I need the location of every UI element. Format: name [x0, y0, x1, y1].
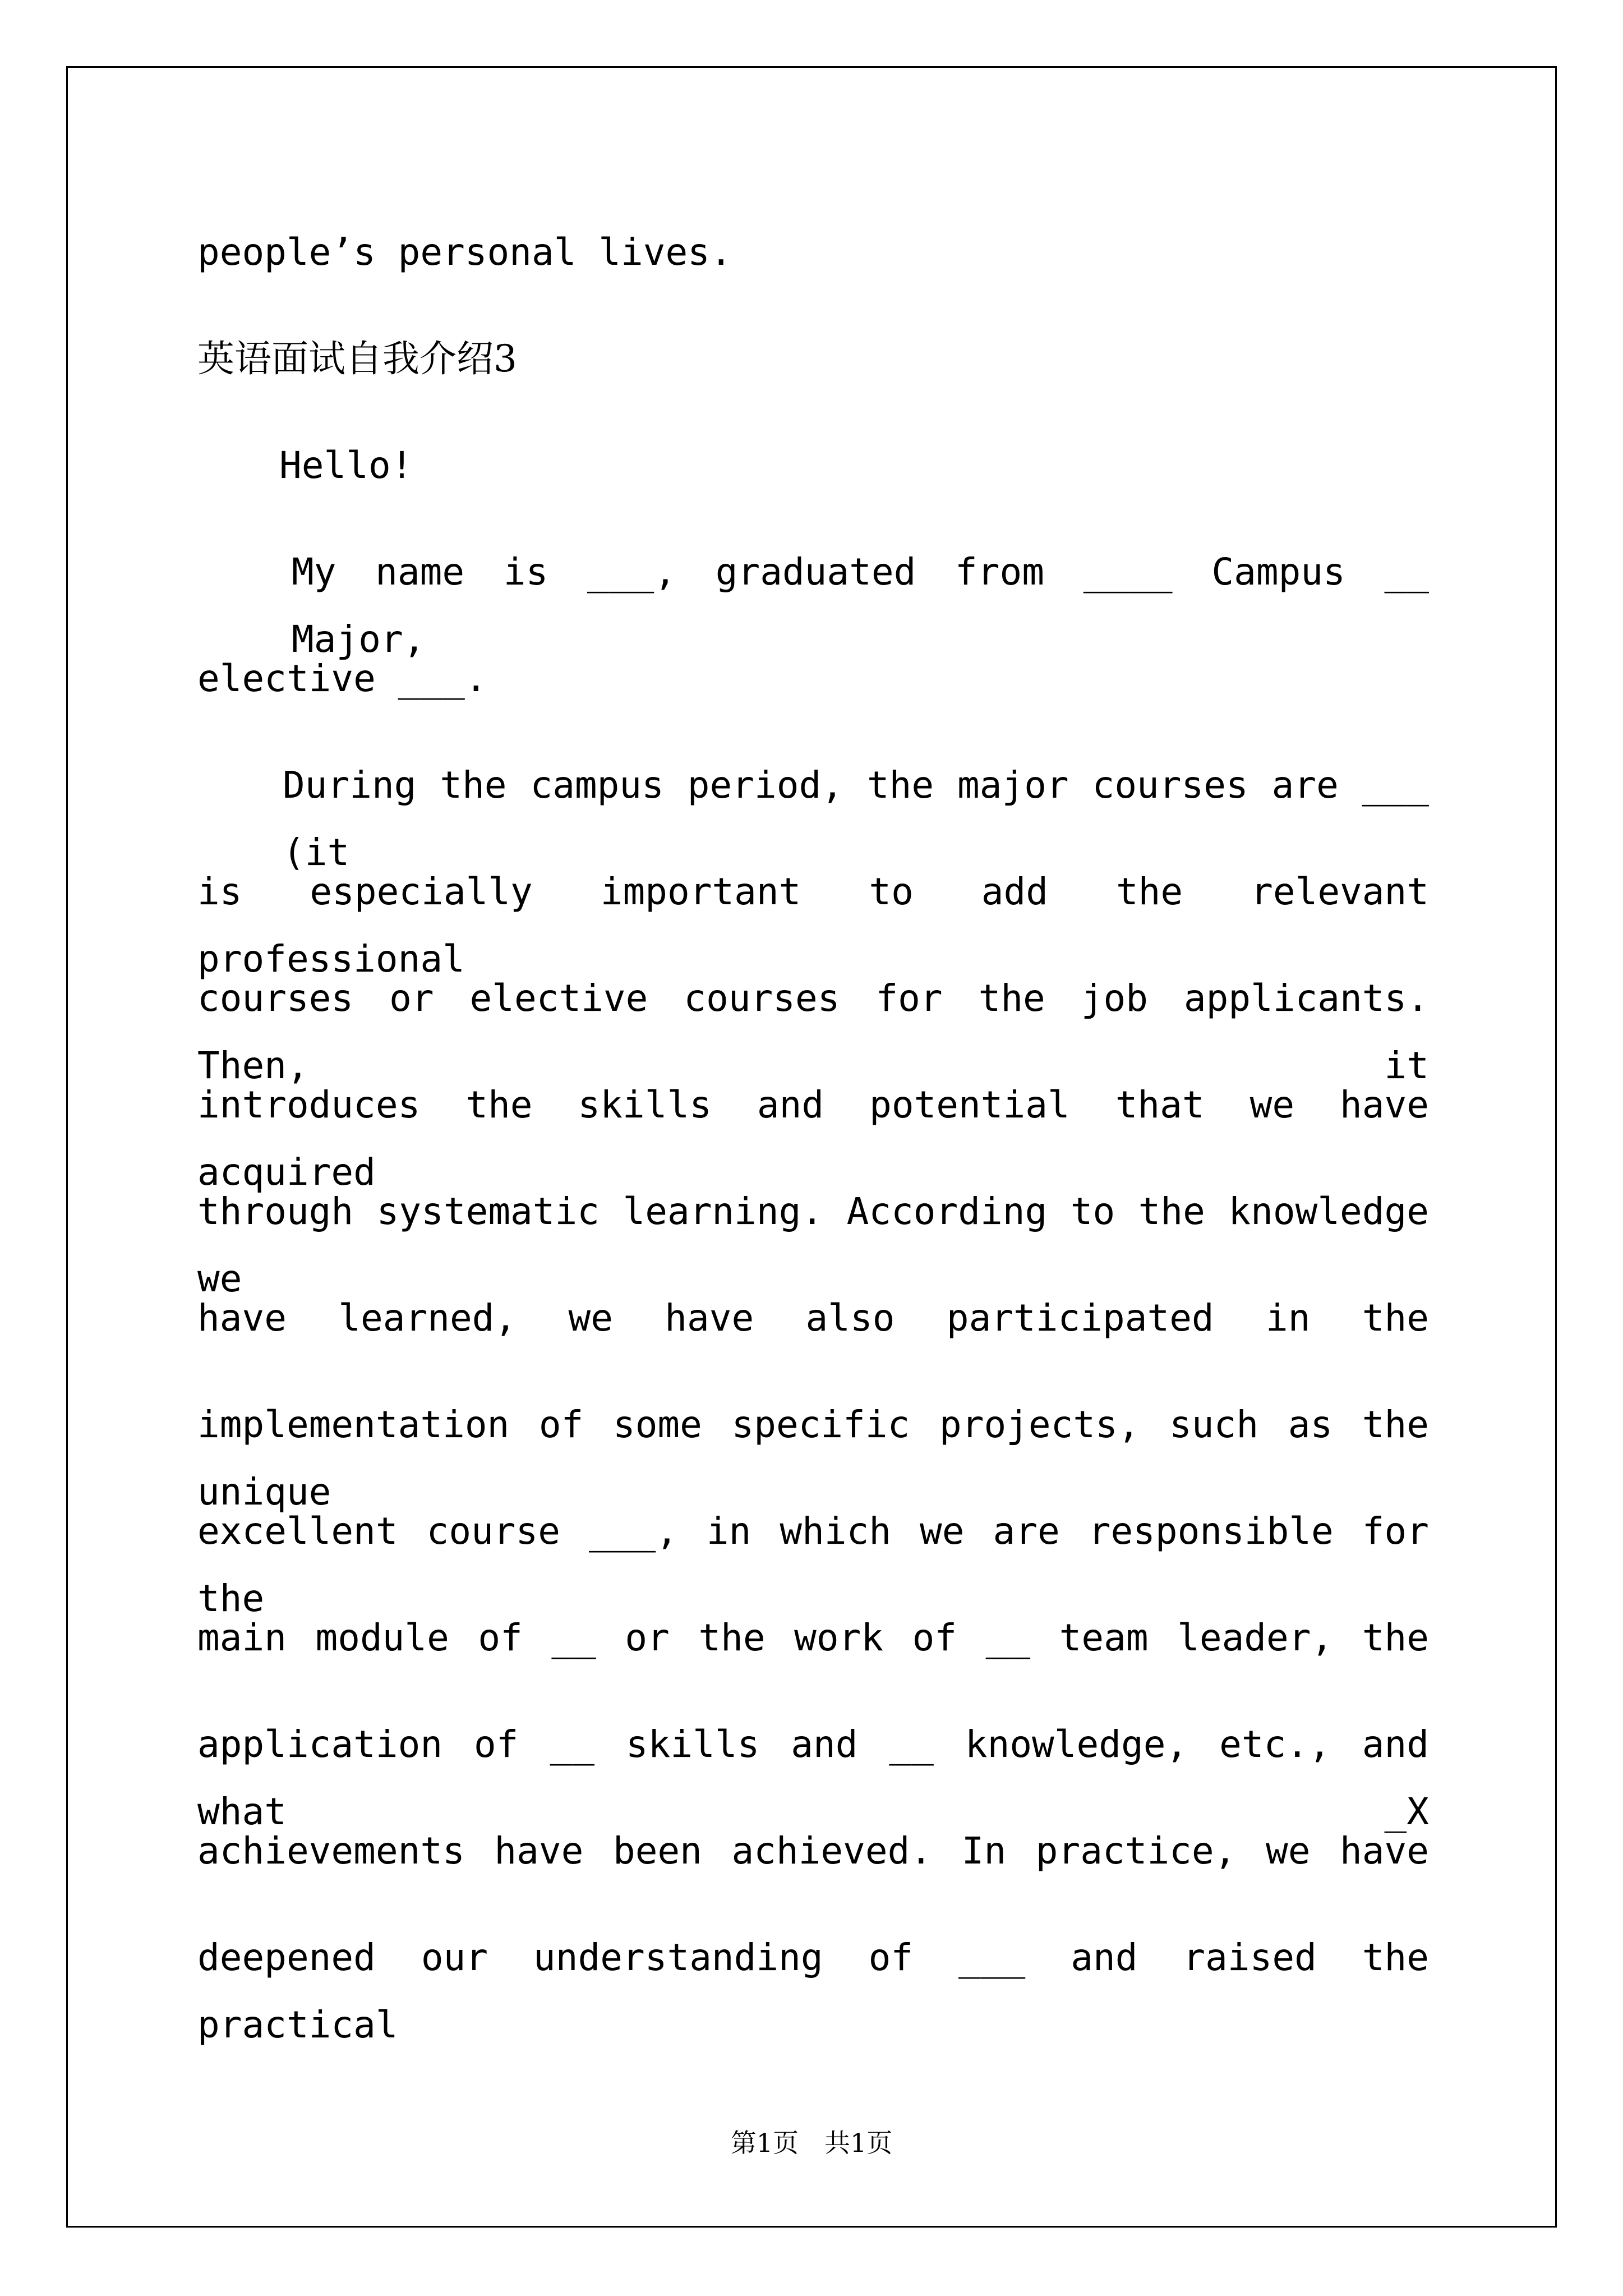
text-line-15: application of __ skills and __ knowledge, etc., and what _X [197, 1723, 1429, 1833]
text-line-12: implementation of some specific projects, such as the unique [197, 1403, 1429, 1513]
text-line-14: main module of __ or the work of __ team leader, the [197, 1616, 1429, 1659]
text-line-5: elective ___. [197, 657, 487, 700]
text-line-4: My name is ___, graduated from ____ Campus __ Major, [292, 550, 1429, 661]
text-line-6: During the campus period, the major courses are ___ (it [283, 763, 1429, 874]
text-line-17: deepened our understanding of ___ and raised the practical [197, 1936, 1429, 2046]
text-line-10: through systematic learning. According to the knowledge we [197, 1190, 1429, 1300]
text-line-16: achievements have been achieved. In practice, we have [197, 1829, 1429, 1872]
text-line-13: excellent course ___, in which we are responsible for the [197, 1510, 1429, 1620]
text-line-1: people’s personal lives. [197, 231, 732, 274]
text-line-3: Hello! [279, 444, 413, 487]
document-body [197, 219, 1429, 2046]
page-footer: 第1页 共1页 [730, 2128, 893, 2158]
text-line-8: courses or elective courses for the job applicants. Then, it [197, 977, 1429, 1087]
text-line-11: have learned, we have also participated in the [197, 1296, 1429, 1340]
text-line-9: introduces the skills and potential that we have acquired [197, 1083, 1429, 1194]
section-heading: 英语面试自我介绍3 [197, 337, 517, 380]
text-line-7: is especially important to add the relevant professional [197, 870, 1429, 981]
